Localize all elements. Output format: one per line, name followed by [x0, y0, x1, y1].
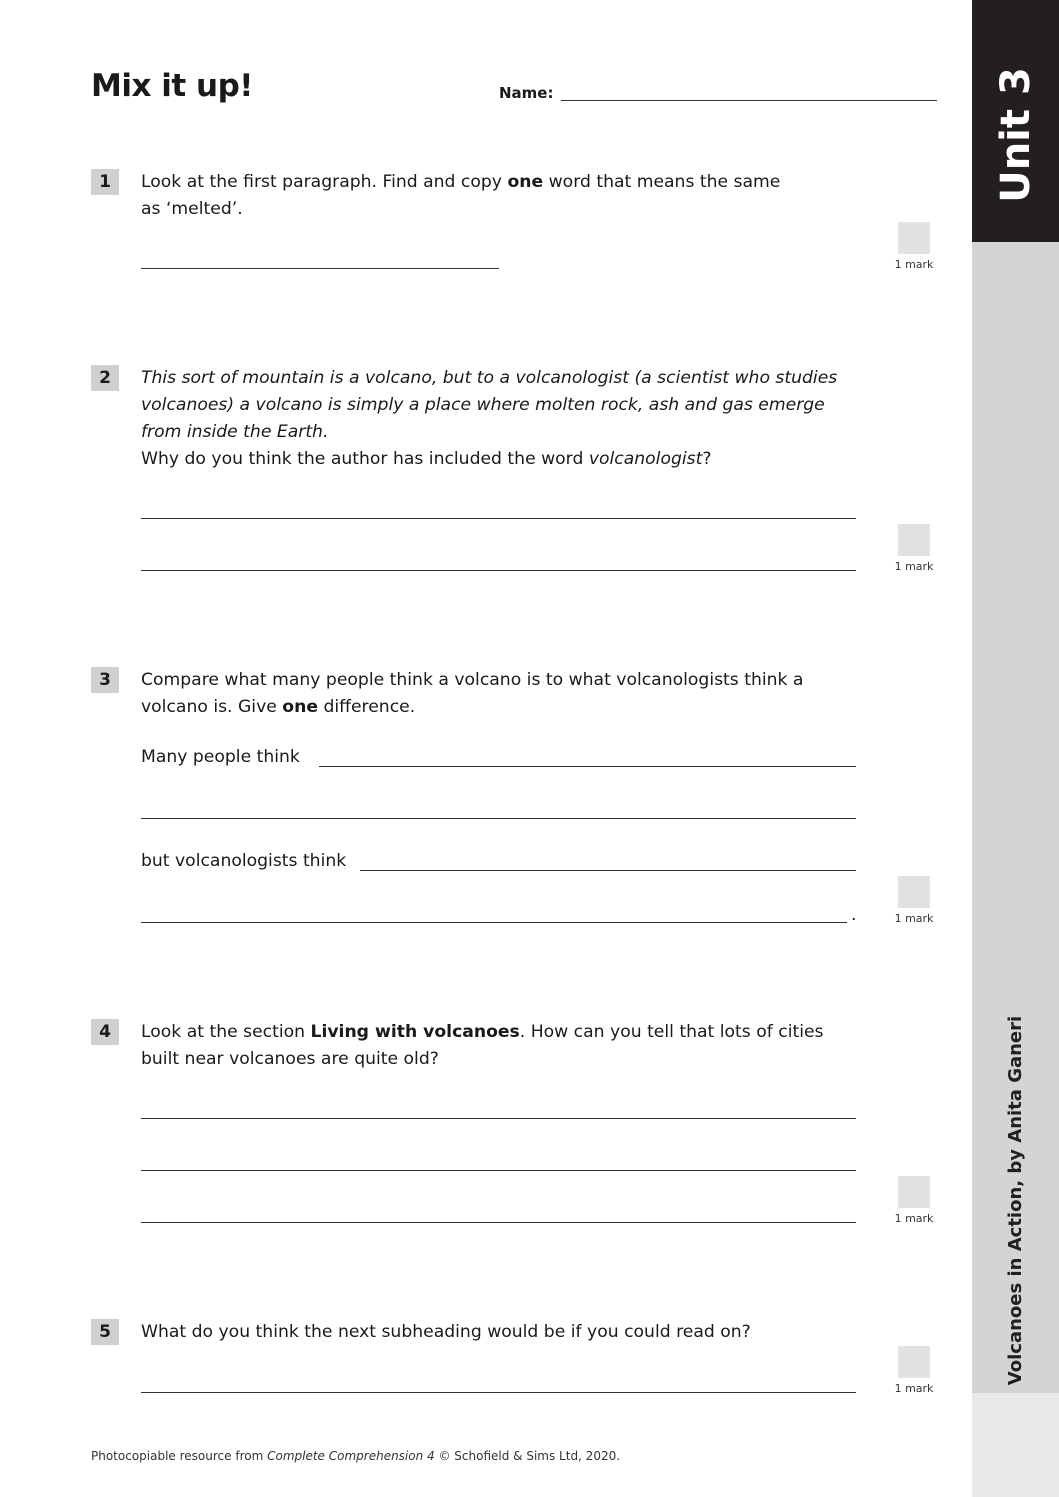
page-title: Mix it up! — [91, 68, 253, 104]
book-credit: Volcanoes in Action, by Anita Ganeri — [1005, 1015, 1027, 1385]
question-number-3: 3 — [91, 667, 119, 693]
answer-line-3b[interactable] — [141, 818, 856, 819]
question-4-text: Look at the section Living with volcanoes. How can you tell that lots of cities built near volcanoes are quite old? — [141, 1022, 824, 1069]
mark-label-2: 1 mark — [894, 560, 934, 573]
question-3-text: Compare what many people think a volcano is to what volcanologists think a volcano is. Give one difference. — [141, 670, 804, 717]
mark-label-4: 1 mark — [894, 1212, 934, 1225]
answer-line-4b[interactable] — [141, 1170, 856, 1171]
mark-box-1 — [898, 222, 930, 254]
unit-label: Unit 3 — [993, 67, 1040, 203]
volcanologists-label: but volcanologists think — [141, 851, 347, 871]
end-period: . — [851, 905, 857, 925]
name-field[interactable] — [561, 100, 937, 101]
answer-line-5[interactable] — [141, 1392, 856, 1393]
answer-line-4c[interactable] — [141, 1222, 856, 1223]
mark-box-4 — [898, 1176, 930, 1208]
answer-line-4a[interactable] — [141, 1118, 856, 1119]
many-people-label: Many people think — [141, 747, 300, 767]
question-number-5: 5 — [91, 1319, 119, 1345]
mark-box-2 — [898, 524, 930, 556]
question-number-1: 1 — [91, 169, 119, 195]
answer-line-2b[interactable] — [141, 570, 856, 571]
footer-credit: Photocopiable resource from Complete Comprehension 4 © Schofield & Sims Ltd, 2020. — [91, 1449, 621, 1463]
mark-label-1: 1 mark — [894, 258, 934, 271]
answer-line-2a[interactable] — [141, 518, 856, 519]
sidebar-footer-block — [972, 1393, 1059, 1497]
question-number-4: 4 — [91, 1019, 119, 1045]
answer-line-3a[interactable] — [319, 766, 856, 767]
question-5-text: What do you think the next subheading would be if you could read on? — [141, 1322, 751, 1342]
mark-box-3 — [898, 876, 930, 908]
answer-line-1[interactable] — [141, 268, 499, 269]
question-number-2: 2 — [91, 365, 119, 391]
question-2-text: This sort of mountain is a volcano, but to a volcanologist (a scientist who studies volcanoes) a volcano is simply a place where molten rock, ash and gas emerge from inside the Earth. Why do you think the author has included the word volcanologist? — [141, 368, 838, 469]
mark-label-3: 1 mark — [894, 912, 934, 925]
name-label: Name: — [499, 84, 554, 102]
mark-label-5: 1 mark — [894, 1382, 934, 1395]
mark-box-5 — [898, 1346, 930, 1378]
answer-line-3d[interactable] — [141, 922, 847, 923]
answer-line-3c[interactable] — [360, 870, 856, 871]
question-1-text: Look at the first paragraph. Find and copy one word that means the same as ‘melted’. — [141, 172, 781, 219]
